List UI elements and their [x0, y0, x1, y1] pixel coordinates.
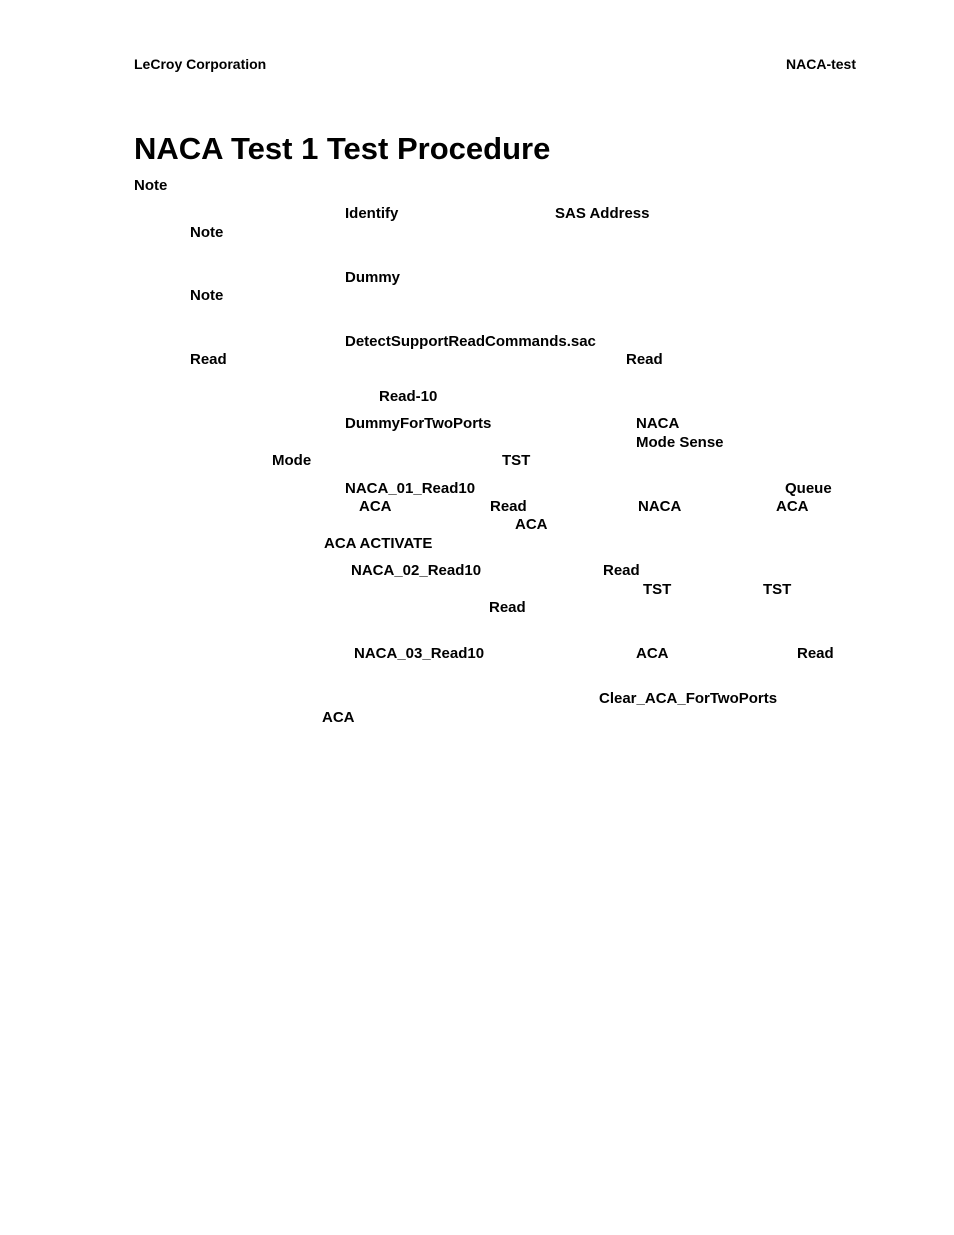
dummy-term: Dummy: [345, 269, 401, 286]
naca-01-read10: NACA_01_Read10: [345, 480, 476, 497]
detect-file-name: DetectSupportReadCommands.sac: [345, 333, 596, 350]
read-term: Read: [626, 351, 663, 368]
aca-term: ACA: [322, 709, 355, 726]
mode-sense-term: Mode Sense: [636, 434, 724, 451]
page-title: NACA Test 1 Test Procedure: [134, 131, 551, 166]
read-10-term: Read-10: [379, 388, 438, 405]
note-label: Note: [190, 287, 224, 304]
aca-activate-term: ACA ACTIVATE: [324, 535, 433, 552]
read-term: Read: [190, 351, 227, 368]
read-term: Read: [603, 562, 640, 579]
note-label: Note: [134, 177, 168, 194]
clear-aca-file: Clear_ACA_ForTwoPorts: [599, 690, 778, 707]
naca-02-read10: NACA_02_Read10: [351, 562, 482, 579]
naca-term: NACA: [636, 415, 680, 432]
header-company: LeCroy Corporation: [134, 56, 267, 72]
aca-term: ACA: [515, 516, 548, 533]
naca-03-read10: NACA_03_Read10: [354, 645, 485, 662]
naca-term: NACA: [638, 498, 682, 515]
identify-term: Identify: [345, 205, 399, 222]
aca-term: ACA: [359, 498, 392, 515]
aca-term: ACA: [636, 645, 669, 662]
header-doc-name: NACA-test: [786, 56, 856, 72]
mode-term: Mode: [272, 452, 312, 469]
queue-term: Queue: [785, 480, 832, 497]
tst-term: TST: [763, 581, 792, 598]
tst-term: TST: [502, 452, 531, 469]
note-label: Note: [190, 224, 224, 241]
read-term: Read: [489, 599, 526, 616]
dummy-two-ports-term: DummyForTwoPorts: [345, 415, 492, 432]
read-term: Read: [490, 498, 527, 515]
aca-term: ACA: [776, 498, 809, 515]
sas-address-term: SAS Address: [555, 205, 650, 222]
tst-term: TST: [643, 581, 672, 598]
read-term: Read: [797, 645, 834, 662]
